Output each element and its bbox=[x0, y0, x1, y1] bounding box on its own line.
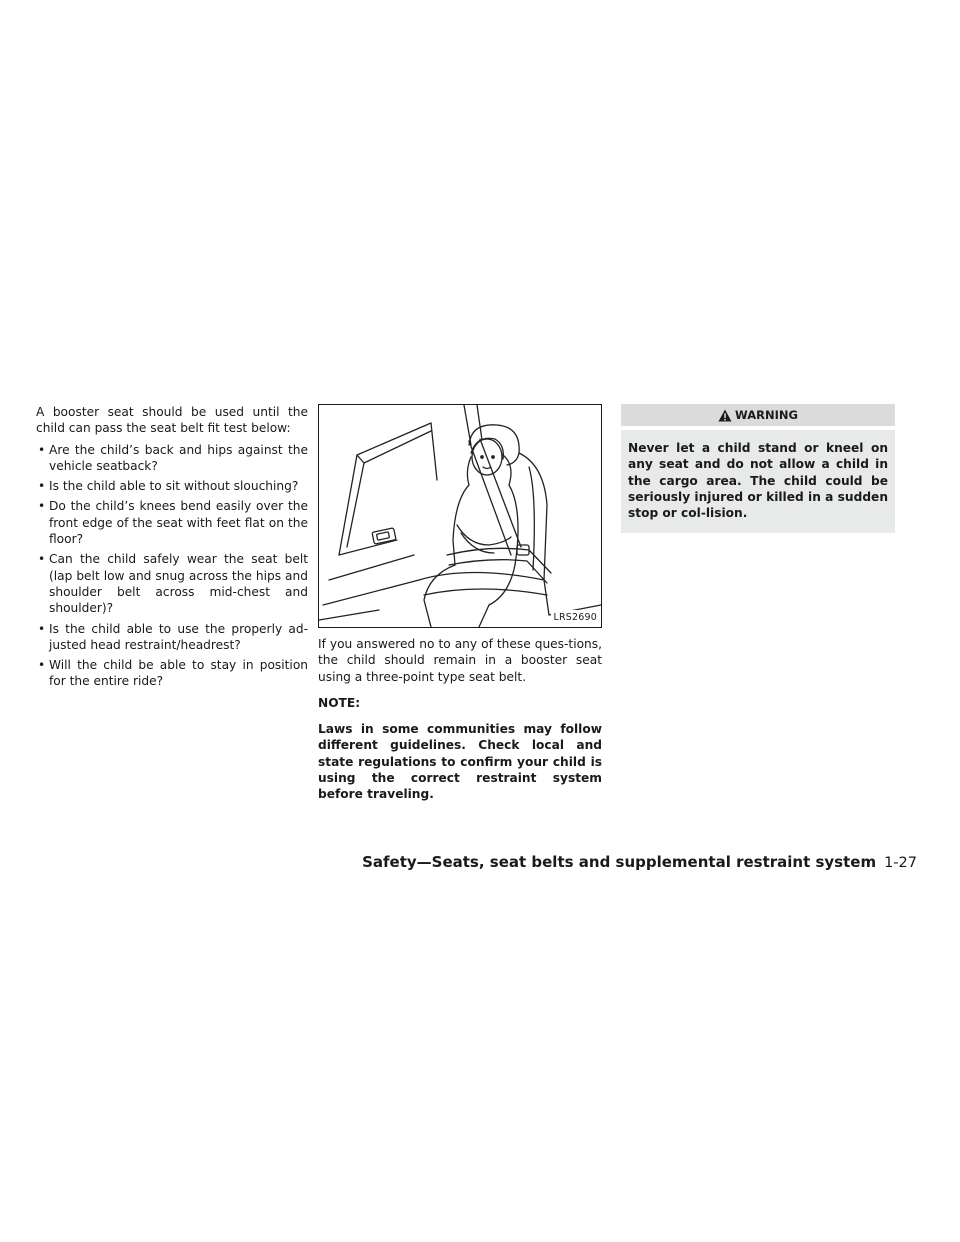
list-item: • Are the child’s back and hips against the vehicle seatback? bbox=[36, 442, 308, 475]
list-item: • Is the child able to sit without slouching? bbox=[36, 478, 308, 494]
intro-paragraph: A booster seat should be used until the child can pass the seat belt fit test below: bbox=[36, 405, 308, 436]
note-label: NOTE: bbox=[318, 695, 361, 710]
column-right bbox=[621, 404, 895, 533]
warning-title: WARNING bbox=[735, 407, 798, 422]
warning-triangle-icon bbox=[718, 409, 732, 422]
note-text: Laws in some communities may follow different guidelines. Check local and state regulations to confirm your child is using the correct restraint system before traveling. bbox=[318, 722, 602, 802]
column-middle bbox=[318, 404, 602, 803]
figure-code: LRS2690 bbox=[551, 610, 599, 626]
list-item: • Can the child safely wear the seat belt (lap belt low and snug across the hips and shoulder belt across mid-chest and shoulder)? bbox=[36, 551, 308, 616]
list-item: • Will the child be able to stay in position for the entire ride? bbox=[36, 657, 308, 690]
child-booster-seat-illustration bbox=[318, 404, 602, 628]
warning-header bbox=[621, 404, 895, 426]
column-left bbox=[36, 404, 308, 694]
fit-test-list bbox=[36, 442, 308, 690]
warning-text: Never let a child stand or kneel on any seat and do not allow a child in the cargo area. The child could be seriously injured or killed in a sudden stop or col-lision. bbox=[621, 430, 895, 533]
footer-section-title: Safety—Seats, seat belts and supplemental restraint system bbox=[362, 853, 877, 871]
page-number: 1-27 bbox=[884, 855, 917, 871]
list-item: • Is the child able to use the properly ad-justed head restraint/headrest? bbox=[36, 621, 308, 654]
list-item: • Do the child’s knees bend easily over the front edge of the seat with feet flat on the floor? bbox=[36, 498, 308, 547]
page-footer bbox=[362, 853, 917, 871]
after-figure-paragraph: If you answered no to any of these ques-tions, the child should remain in a booster seat using a three-point type seat belt. bbox=[318, 637, 602, 684]
